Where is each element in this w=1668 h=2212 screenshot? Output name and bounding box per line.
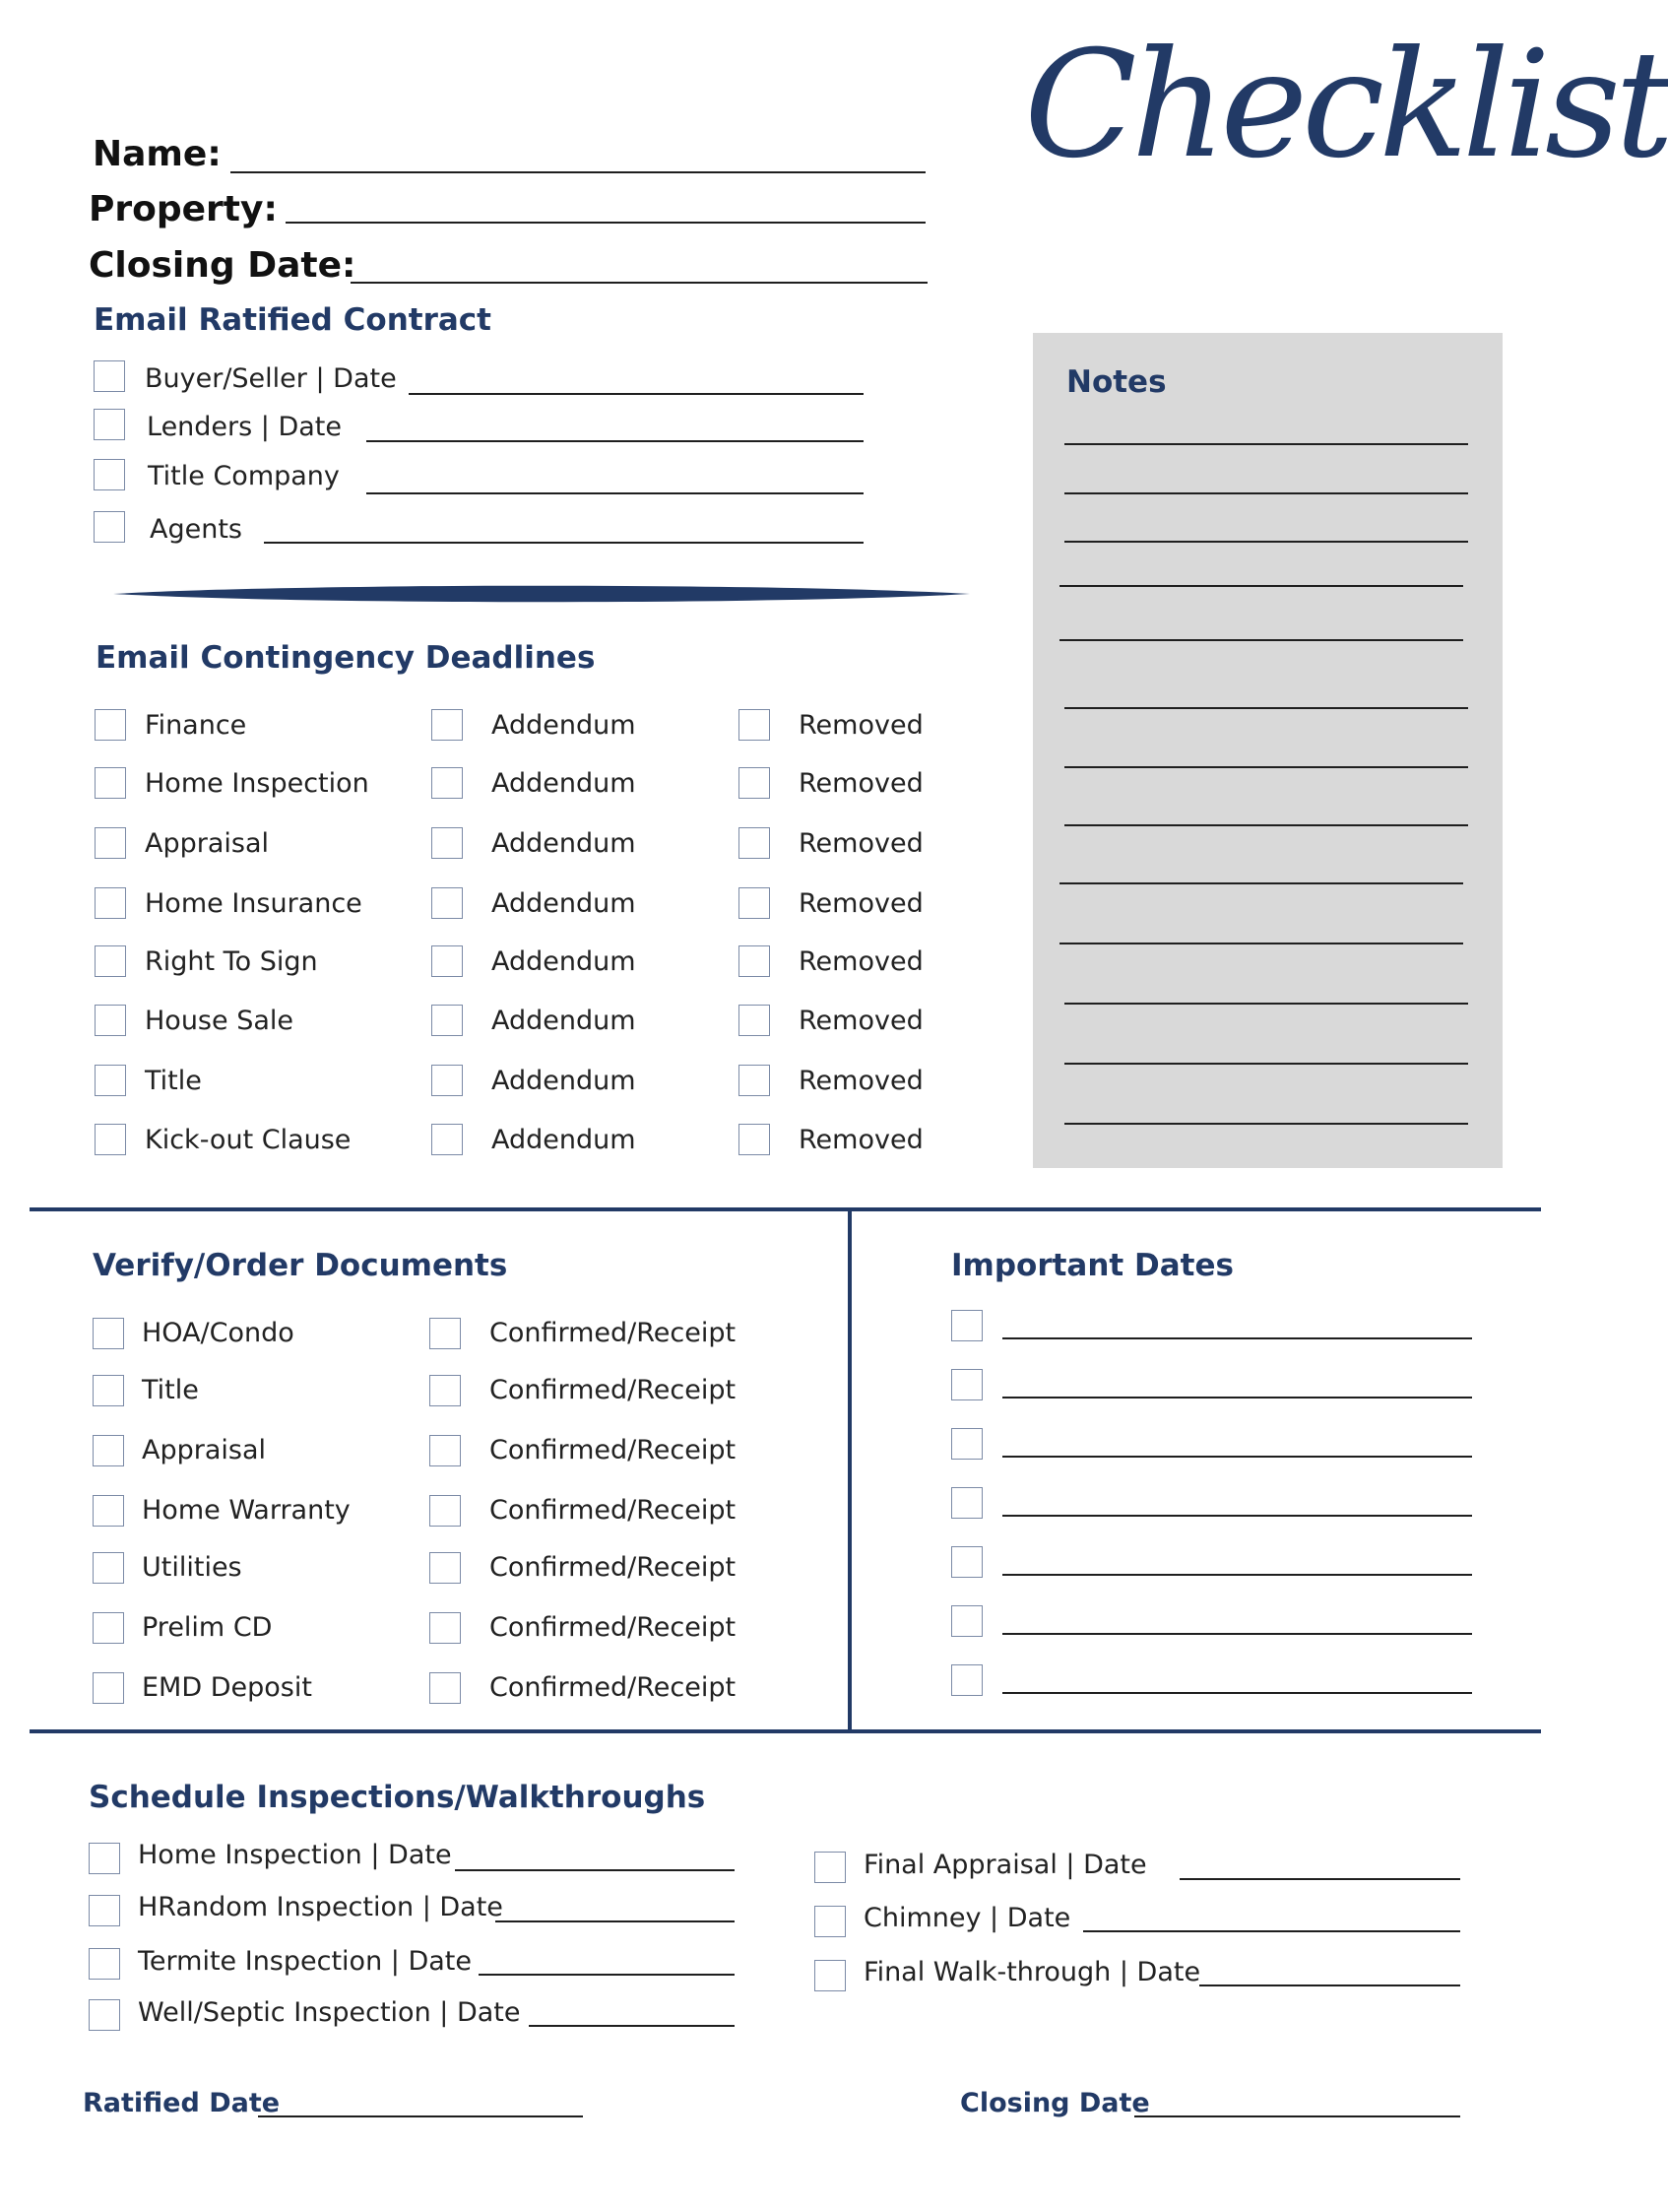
verify-checkbox[interactable]	[93, 1435, 124, 1466]
addendum-label: Addendum	[491, 1006, 636, 1036]
schedule-checkbox[interactable]	[89, 1999, 120, 2031]
notes-line[interactable]	[1064, 541, 1468, 543]
removed-label: Removed	[799, 710, 924, 741]
schedule-item-label: Well/Septic Inspection | Date	[138, 1997, 521, 2028]
schedule-checkbox[interactable]	[814, 1960, 846, 1991]
contingency-checkbox[interactable]	[95, 1005, 126, 1036]
important-date-line[interactable]	[1002, 1397, 1472, 1399]
ratified-checkbox[interactable]	[94, 409, 125, 440]
verify-item-label: Appraisal	[142, 1435, 267, 1465]
ratified-checkbox[interactable]	[94, 511, 125, 543]
schedule-checkbox[interactable]	[89, 1843, 120, 1874]
schedule-date-line[interactable]	[1180, 1878, 1460, 1880]
verify-item-label: EMD Deposit	[142, 1672, 312, 1703]
name-field-line[interactable]	[230, 171, 926, 173]
contingency-item-label: Appraisal	[145, 828, 270, 859]
section-divider	[30, 1207, 1541, 1211]
confirmed-checkbox[interactable]	[429, 1375, 461, 1406]
removed-label: Removed	[799, 888, 924, 919]
confirmed-label: Confirmed/Receipt	[489, 1552, 737, 1583]
confirmed-label: Confirmed/Receipt	[489, 1318, 737, 1348]
important-date-line[interactable]	[1002, 1337, 1472, 1339]
removed-checkbox[interactable]	[738, 827, 770, 859]
removed-checkbox[interactable]	[738, 1065, 770, 1096]
schedule-item-label: HRandom Inspection | Date	[138, 1892, 503, 1922]
property-field-line[interactable]	[286, 222, 926, 224]
notes-panel	[1033, 333, 1503, 1168]
ratified-date-line[interactable]	[264, 542, 864, 544]
addendum-label: Addendum	[491, 1066, 636, 1096]
removed-checkbox[interactable]	[738, 767, 770, 799]
important-date-checkbox[interactable]	[951, 1664, 983, 1696]
verify-checkbox[interactable]	[93, 1318, 124, 1349]
confirmed-label: Confirmed/Receipt	[489, 1672, 737, 1703]
removed-label: Removed	[799, 1066, 924, 1096]
ratified-item-label: Buyer/Seller | Date	[145, 363, 397, 394]
schedule-date-line[interactable]	[479, 1974, 735, 1976]
confirmed-label: Confirmed/Receipt	[489, 1375, 737, 1405]
footer-closing-date-line[interactable]	[1134, 2115, 1460, 2117]
important-date-checkbox[interactable]	[951, 1369, 983, 1400]
important-date-line[interactable]	[1002, 1574, 1472, 1576]
schedule-date-line[interactable]	[1199, 1984, 1460, 1986]
contingency-checkbox[interactable]	[95, 1124, 126, 1155]
ratified-item-label: Agents	[150, 514, 242, 545]
schedule-date-line[interactable]	[1083, 1930, 1460, 1932]
addendum-checkbox[interactable]	[431, 767, 463, 799]
confirmed-checkbox[interactable]	[429, 1612, 461, 1644]
closing-date-field-line[interactable]	[351, 282, 928, 284]
notes-line[interactable]	[1064, 1063, 1468, 1065]
schedule-date-line[interactable]	[455, 1869, 735, 1871]
important-date-checkbox[interactable]	[951, 1428, 983, 1460]
contingency-item-label: Title	[145, 1066, 202, 1096]
removed-label: Removed	[799, 1125, 924, 1155]
schedule-item-label: Home Inspection | Date	[138, 1840, 452, 1870]
contingency-item-label: Home Insurance	[145, 888, 362, 919]
important-date-checkbox[interactable]	[951, 1605, 983, 1637]
confirmed-checkbox[interactable]	[429, 1435, 461, 1466]
addendum-label: Addendum	[491, 710, 636, 741]
removed-label: Removed	[799, 768, 924, 799]
schedule-item-label: Chimney | Date	[864, 1903, 1071, 1933]
confirmed-label: Confirmed/Receipt	[489, 1435, 737, 1465]
contingency-item-label: Right To Sign	[145, 946, 318, 977]
checklist-title: Checklist	[1024, 20, 1668, 191]
important-date-line[interactable]	[1002, 1515, 1472, 1517]
important-date-line[interactable]	[1002, 1633, 1472, 1635]
brush-divider	[113, 581, 970, 607]
notes-line[interactable]	[1064, 824, 1468, 826]
confirmed-checkbox[interactable]	[429, 1552, 461, 1584]
ratified-section-title: Email Ratified Contract	[94, 302, 491, 338]
addendum-label: Addendum	[491, 828, 636, 859]
notes-line[interactable]	[1059, 639, 1463, 641]
addendum-checkbox[interactable]	[431, 1005, 463, 1036]
important-date-checkbox[interactable]	[951, 1310, 983, 1341]
verify-checkbox[interactable]	[93, 1672, 124, 1704]
ratified-date-line[interactable]	[366, 440, 864, 442]
addendum-checkbox[interactable]	[431, 709, 463, 741]
schedule-section-title: Schedule Inspections/Walkthroughs	[89, 1780, 706, 1815]
notes-line[interactable]	[1064, 1123, 1468, 1125]
notes-title: Notes	[1066, 364, 1167, 400]
verify-item-label: Utilities	[142, 1552, 242, 1583]
notes-line[interactable]	[1064, 443, 1468, 445]
notes-line[interactable]	[1059, 882, 1463, 884]
contingency-item-label: Home Inspection	[145, 768, 369, 799]
ratified-item-label: Title Company	[148, 461, 340, 491]
removed-checkbox[interactable]	[738, 1005, 770, 1036]
important-date-checkbox[interactable]	[951, 1546, 983, 1578]
schedule-item-label: Termite Inspection | Date	[138, 1946, 472, 1977]
ratified-date-label: Ratified Date	[83, 2088, 281, 2118]
addendum-label: Addendum	[491, 1125, 636, 1155]
important-date-line[interactable]	[1002, 1456, 1472, 1458]
addendum-checkbox[interactable]	[431, 1065, 463, 1096]
confirmed-checkbox[interactable]	[429, 1495, 461, 1527]
removed-label: Removed	[799, 828, 924, 859]
contingency-item-label: Kick-out Clause	[145, 1125, 352, 1155]
addendum-label: Addendum	[491, 946, 636, 977]
confirmed-checkbox[interactable]	[429, 1318, 461, 1349]
ratified-checkbox[interactable]	[94, 360, 125, 392]
important-dates-title: Important Dates	[951, 1248, 1234, 1283]
schedule-checkbox[interactable]	[814, 1852, 846, 1883]
notes-line[interactable]	[1064, 766, 1468, 768]
addendum-checkbox[interactable]	[431, 827, 463, 859]
property-label: Property:	[89, 189, 278, 229]
schedule-checkbox[interactable]	[89, 1948, 120, 1980]
addendum-checkbox[interactable]	[431, 945, 463, 977]
ratified-date-line[interactable]	[409, 393, 864, 395]
verify-item-label: Home Warranty	[142, 1495, 351, 1526]
schedule-item-label: Final Appraisal | Date	[864, 1850, 1147, 1880]
removed-label: Removed	[799, 1006, 924, 1036]
confirmed-label: Confirmed/Receipt	[489, 1495, 737, 1526]
closing-date-label: Closing Date:	[89, 245, 356, 286]
removed-checkbox[interactable]	[738, 709, 770, 741]
notes-line[interactable]	[1059, 585, 1463, 587]
removed-label: Removed	[799, 946, 924, 977]
schedule-date-line[interactable]	[495, 1920, 735, 1922]
ratified-item-label: Lenders | Date	[147, 412, 343, 442]
ratified-checkbox[interactable]	[94, 459, 125, 490]
verify-checkbox[interactable]	[93, 1612, 124, 1644]
ratified-date-line[interactable]	[258, 2115, 583, 2117]
important-date-line[interactable]	[1002, 1692, 1472, 1694]
notes-line[interactable]	[1059, 943, 1463, 944]
contingency-item-label: Finance	[145, 710, 247, 741]
schedule-item-label: Final Walk-through | Date	[864, 1957, 1201, 1987]
verify-checkbox[interactable]	[93, 1495, 124, 1527]
schedule-date-line[interactable]	[529, 2025, 735, 2027]
contingency-checkbox[interactable]	[95, 767, 126, 799]
addendum-checkbox[interactable]	[431, 887, 463, 919]
confirmed-checkbox[interactable]	[429, 1672, 461, 1704]
contingency-checkbox[interactable]	[95, 827, 126, 859]
addendum-label: Addendum	[491, 888, 636, 919]
schedule-checkbox[interactable]	[89, 1895, 120, 1926]
confirmed-label: Confirmed/Receipt	[489, 1612, 737, 1643]
contingency-section-title: Email Contingency Deadlines	[96, 640, 596, 676]
verify-item-label: HOA/Condo	[142, 1318, 294, 1348]
addendum-label: Addendum	[491, 768, 636, 799]
notes-line[interactable]	[1064, 707, 1468, 709]
removed-checkbox[interactable]	[738, 1124, 770, 1155]
contingency-checkbox[interactable]	[95, 887, 126, 919]
column-divider	[848, 1209, 852, 1731]
removed-checkbox[interactable]	[738, 887, 770, 919]
notes-line[interactable]	[1064, 492, 1468, 494]
removed-checkbox[interactable]	[738, 945, 770, 977]
ratified-date-line[interactable]	[366, 492, 864, 494]
contingency-item-label: House Sale	[145, 1006, 293, 1036]
name-label: Name:	[93, 134, 222, 174]
notes-line[interactable]	[1064, 1003, 1468, 1005]
important-date-checkbox[interactable]	[951, 1487, 983, 1519]
contingency-checkbox[interactable]	[95, 709, 126, 741]
verify-section-title: Verify/Order Documents	[93, 1248, 508, 1283]
verify-checkbox[interactable]	[93, 1375, 124, 1406]
section-divider	[30, 1729, 1541, 1733]
schedule-checkbox[interactable]	[814, 1906, 846, 1937]
addendum-checkbox[interactable]	[431, 1124, 463, 1155]
footer-closing-date-label: Closing Date	[960, 2088, 1150, 2118]
verify-item-label: Title	[142, 1375, 199, 1405]
contingency-checkbox[interactable]	[95, 1065, 126, 1096]
contingency-checkbox[interactable]	[95, 945, 126, 977]
verify-checkbox[interactable]	[93, 1552, 124, 1584]
verify-item-label: Prelim CD	[142, 1612, 273, 1643]
